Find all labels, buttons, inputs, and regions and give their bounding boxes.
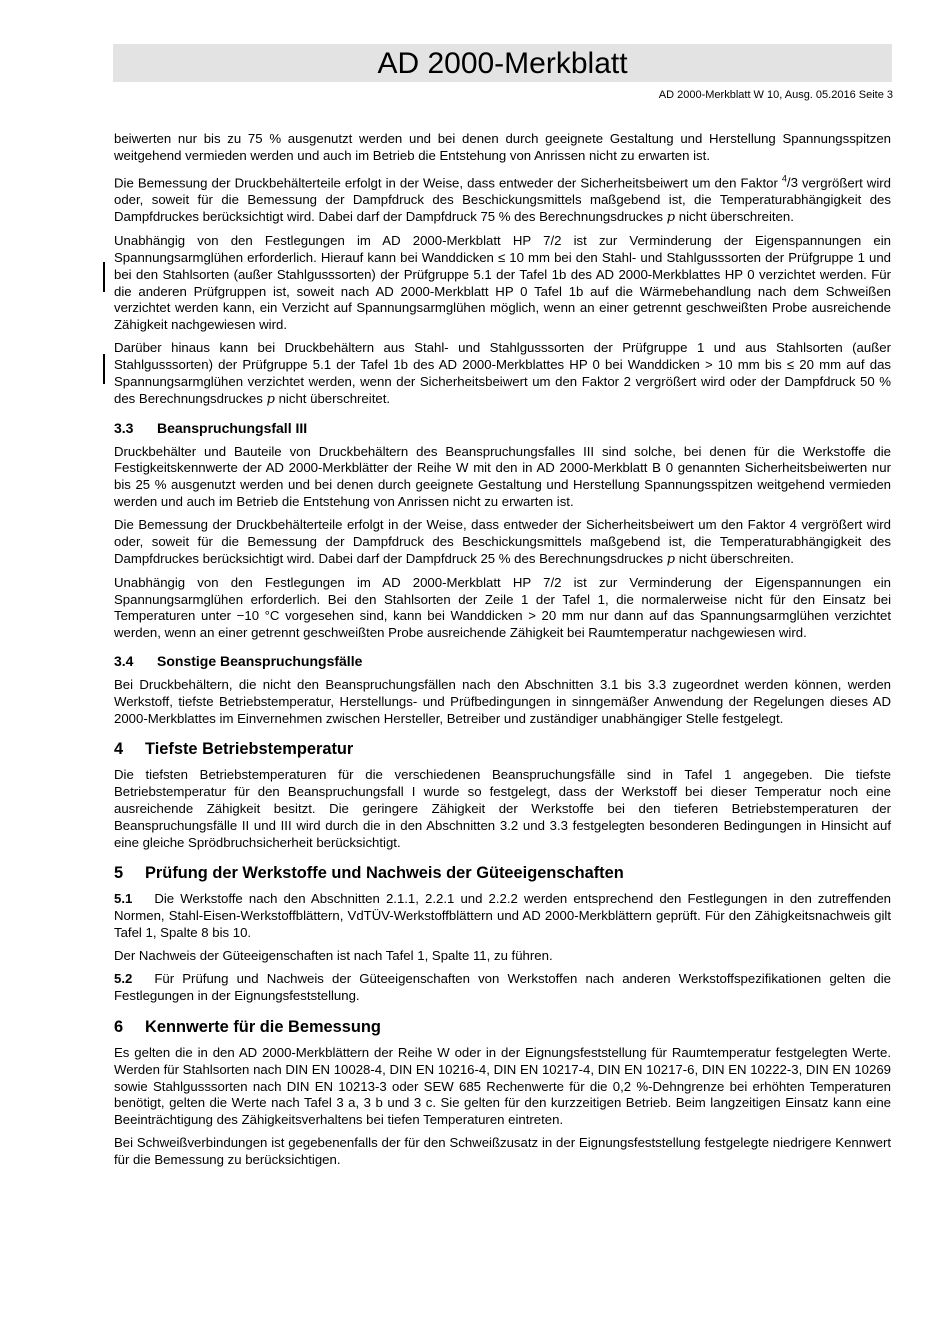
math-variable: p [666, 551, 676, 567]
document-body [114, 131, 891, 1175]
paragraph: beiwerten nur bis zu 75 % ausgenutzt werden und bei denen durch geeignete Gestaltung und Herstellung Spannungsspitzen weitgehend vermieden werden und auch im Betrieb die Entstehung von Anrissen nicht zu erwarten ist. [114, 131, 891, 163]
paragraph: Bei Druckbehältern, die nicht den Beanspruchungsfällen nach den Abschnitten 3.1 bis 3.3 zugeordnet werden können, werden Werkstoff, tiefste Betriebstemperatur, Herstellungs- und Prüfbedingungen in sinngemäßer Anwendung der Regelungen dieses AD 2000-Merkblattes im Einvernehmen zwischen Hersteller, Betreiber und zuständiger unabhängiger Stelle festgelegt. [114, 677, 891, 726]
section-number: 6 [114, 1018, 124, 1036]
section-heading-4 [114, 739, 891, 759]
section-number: 4 [114, 740, 124, 759]
change-bar [103, 262, 105, 292]
subsection-number: 5.1 [114, 891, 133, 907]
paragraph: Bei Schweißverbindungen ist gegebenenfalls der für den Schweißzusatz in der Eignungsfeststellung festgelegte niedrigere Kennwert für die Bemessung zu berücksichtigen. [114, 1135, 891, 1168]
text-run: Die Bemessung der Druckbehälterteile erfolgt in der Weise, dass entweder der Sicherheitsbeiwert um den Faktor [114, 175, 782, 191]
paragraph [114, 517, 891, 568]
section-title: Tiefste Betriebstemperatur [145, 740, 354, 759]
text-run: Die Werkstoffe nach den Abschnitten 2.1.1, 2.2.1 und 2.2.2 werden entsprechend den Festlegungen in den zutreffenden Normen, Stahl-Eisen-Werkstoffblättern, VdTÜV-Werkstoffblättern und AD 2000-Merkblättern geprüft. Für den Zähigkeitsnachweis gilt Tafel 1, Spalte 8 bis 10. [114, 891, 891, 941]
section-number: 5 [114, 864, 124, 883]
text-run: Für Prüfung und Nachweis der Güteeigenschaften von Werkstoffen nach anderen Werkstoffspezifikationen gelten die Festlegungen in der Eignungsfeststellung. [114, 971, 891, 1004]
section-heading-3-3 [114, 420, 891, 437]
paragraph [114, 891, 891, 941]
paragraph: Unabhängig von den Festlegungen im AD 2000-Merkblatt HP 7/2 ist zur Verminderung der Eigenspannungen ein Spannungsarmglühen erforderlich. Bei den Stahlsorten der Zeile 1 der Tafel 1, die normalerweise nicht für den Einsatz bei Temperaturen unter −10 °C vorgesehen sind, kann bei Wanddicken > 20 mm nur dann auf das Spannungsarmglühen verzichtet werden, wenn an einer getrennt geschweißten Probe ausreichende Zähigkeit bei Raumtemperatur nachgewiesen wird. [114, 574, 891, 641]
paragraph [114, 340, 891, 408]
text-run: vergrößert wird oder, soweit für die Bemessung der Dampfdruck des Beschickungsmittels maßgebend ist, die Temperaturabhängigkeit des Dampfdruckes berücksichtigt wird. Dabei darf der Dampfdruck 75 % des Berechnungsdruckes [114, 175, 891, 224]
math-variable: p [666, 209, 676, 225]
paragraph [114, 971, 891, 1005]
fraction [782, 175, 798, 190]
section-title: Kennwerte für die Bemessung [145, 1018, 381, 1036]
section-title: Sonstige Beanspruchungsfälle [157, 653, 363, 670]
paragraph: Es gelten die in den AD 2000-Merkblättern der Reihe W oder in der Eignungsfeststellung für Raumtemperatur festgelegten Werte. Werden für Stahlsorten nach DIN EN 10028-4, DIN EN 10216-4, DIN EN 10217-4, DIN EN 10217-6, DIN EN 10222-3, DIN EN 10269 sowie Stahlgusssorten nach DIN EN 10213-3 oder SEW 685 Rechenwerte für die 0,2 %-Dehngrenze bei erhöhten Temperaturen benötigt, gelten die Werte nach Tafel 3 a, 3 b und 3 c. Sie gelten für den kurzzeitigen Betrieb. Beim langzeitigen Einsatz kann eine Beeinträchtigung des Zähigkeitsverhaltens bei tiefen Temperaturen eintreten. [114, 1045, 891, 1128]
section-number: 3.4 [114, 653, 134, 670]
paragraph: Die tiefsten Betriebstemperaturen für die verschiedenen Beanspruchungsfälle sind in Tafel 1 angegeben. Die tiefste Betriebstemperatur für den Beanspruchungsfall I wurde so festgelegt, dass der Werkstoff bei dieser Temperatur noch eine ausreichende Zähigkeit besitzt. Die geringere Zähigkeit der Werkstoffe bei den tieferen Betriebstemperaturen der Beanspruchungsfälle II und III wird durch die in den Abschnitten 3.2 und 3.3 festgelegten besonderen Bedingungen in Hinsicht auf eine gleiche Sprödbruchsicherheit berücksichtigt. [114, 767, 891, 850]
section-heading-6 [114, 1017, 891, 1037]
paragraph: Druckbehälter und Bauteile von Druckbehältern des Beanspruchungsfalles III sind solche, bei denen für die Werkstoffe die Festigkeitskennwerte der AD 2000-Merkblätter der Reihe W mit den in AD 2000-Merkblatt B 0 genannten Sicherheitsbeiwerten nur bis 25 % ausgenutzt werden und bei denen durch geeignete Gestaltung und Herstellung Spannungsspitzen weitgehend vermieden werden und auch im Betrieb die Entstehung von Anrissen nicht zu erwarten ist. [114, 443, 891, 509]
section-number: 3.3 [114, 419, 134, 436]
paragraph [114, 171, 891, 227]
paragraph: Unabhängig von den Festlegungen im AD 2000-Merkblatt HP 7/2 ist zur Verminderung der Eigenspannungen ein Spannungsarmglühen erforderlich. Hierauf kann bei Wanddicken ≤ 10 mm bei den Stahl- und Stahlgusssorten der Prüfgruppe 1 und bei den Stahlsorten (außer Stahlgusssorten) der Prüfgruppe 5.1 der Tafel 1b des AD 2000-Merkblattes HP 0 verzichtet werden. Für die anderen Prüfgruppen ist, soweit nach AD 2000-Merkblatt HP 0 Tafel 1b auf die Wärmebehandlung nach dem Schweißen verzichtet werden kann, ein Verzicht auf Spannungsarmglühen möglich, wenn an einer getrennt geschweißten Probe ausreichende Zähigkeit nachgewiesen wird. [114, 233, 891, 333]
page-reference: AD 2000-Merkblatt W 10, Ausg. 05.2016 Seite 3 [658, 89, 893, 101]
text-run: Darüber hinaus kann bei Druckbehältern aus Stahl- und Stahlgusssorten der Prüfgruppe 1 und aus Stahlsorten (außer Stahlgusssorten) der Prüfgruppe 5.1 der Tafel 1b des AD 2000-Merkblattes HP 0 bei Wanddicken > 10 mm bis ≤ 20 mm auf das Spannungsarmglühen verzichtet werden, wenn der Sicherheitsbeiwert um den Faktor 2 vergrößert wird oder der Dampfdruck 50 % des Berechnungsdruckes [114, 340, 891, 406]
text-run: nicht überschreiten. [675, 208, 794, 224]
text-run: nicht überschreiten. [675, 550, 794, 566]
text-run: Die Bemessung der Druckbehälterteile erfolgt in der Weise, dass entweder der Sicherheitsbeiwert um den Faktor 4 vergrößert wird oder, soweit für die Bemessung der Dampfdruck des Beschickungsmittels maßgebend ist, die Temperaturabhängigkeit des Dampfdruckes berücksichtigt wird. Dabei darf der Dampfdruck 25 % des Berechnungsdruckes [114, 517, 891, 566]
section-title: Beanspruchungsfall III [157, 419, 308, 436]
section-title: Prüfung der Werkstoffe und Nachweis der Güteeigenschaften [145, 864, 624, 883]
section-heading-3-4 [114, 653, 891, 670]
math-variable: p [266, 391, 275, 407]
fraction-denominator: /3 [786, 175, 798, 191]
text-run: nicht überschreitet. [274, 390, 391, 406]
subsection-number: 5.2 [114, 971, 133, 987]
change-bar [103, 354, 105, 384]
section-heading-5 [114, 863, 891, 883]
fraction-numerator: 4 [781, 173, 787, 184]
paragraph: Der Nachweis der Güteeigenschaften ist nach Tafel 1, Spalte 11, zu führen. [114, 948, 553, 964]
document-title: AD 2000-Merkblatt [113, 44, 892, 82]
